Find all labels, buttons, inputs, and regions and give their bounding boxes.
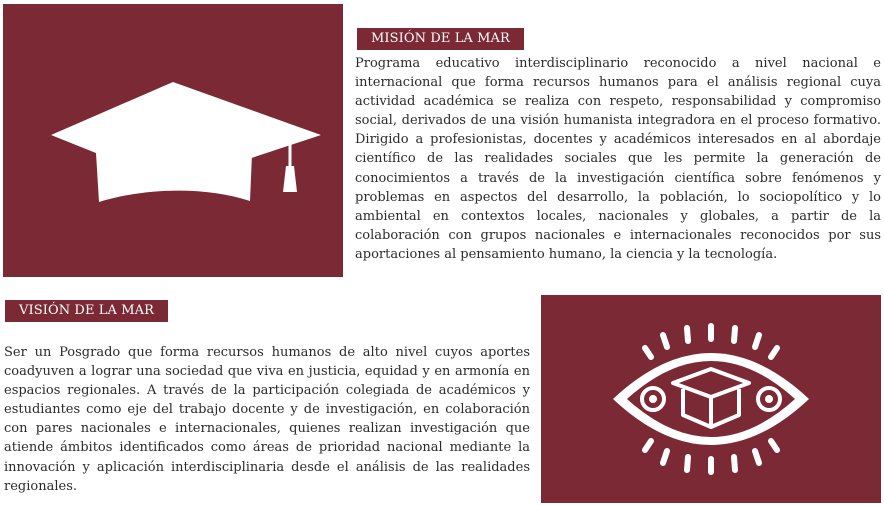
mision-body: Programa educativo interdisciplinario reconocido a nivel nacional e internacional que forma recursos humanos para el análisis regional cuya actividad académica se realiza con respeto, responsabilidad y compromiso social, derivados de una visión humanista integradora en el proceso formativo. Dirigido a profesionistas, docentes y académicos interesados en al abordaje científico de las realidades sociales que les permite la generación de conocimientos a través de la investigación científica sobre fenómenos y problemas en aspectos del desarrollo, la población, lo sociopolítico y lo ambiental en contextos locales, nacionales y globales, a partir de la colaboración con grupos nacionales e internacionales reconocidos por sus aportaciones al pensamiento humano, la ciencia y la tecnología. [355,56,881,262]
vision-heading: VISIÓN DE LA MAR [5,300,168,322]
vision-body: Ser un Posgrado que forma recursos humanos de alto nivel cuyos aportes coadyuven a lograr una sociedad que viva en justicia, equidad y en armonía en espacios regionales. A través de la participación colegiada de académicos y estudiantes como eje del trabajo docente y de investigación, en colaboración con pares nacionales e internacionales, quienes realizan investigación que atiende ámbitos identificados como áreas de prioridad nacional mediante la innovación y aplicación interdisciplinaria desde el análisis de las realidades regionales. [4,345,530,494]
mision-heading: MISIÓN DE LA MAR [357,28,524,50]
graduation-cap-icon [3,4,343,277]
mision-image-panel [3,4,343,277]
vision-image-panel [541,295,881,503]
eye-with-box-icon [541,295,881,503]
